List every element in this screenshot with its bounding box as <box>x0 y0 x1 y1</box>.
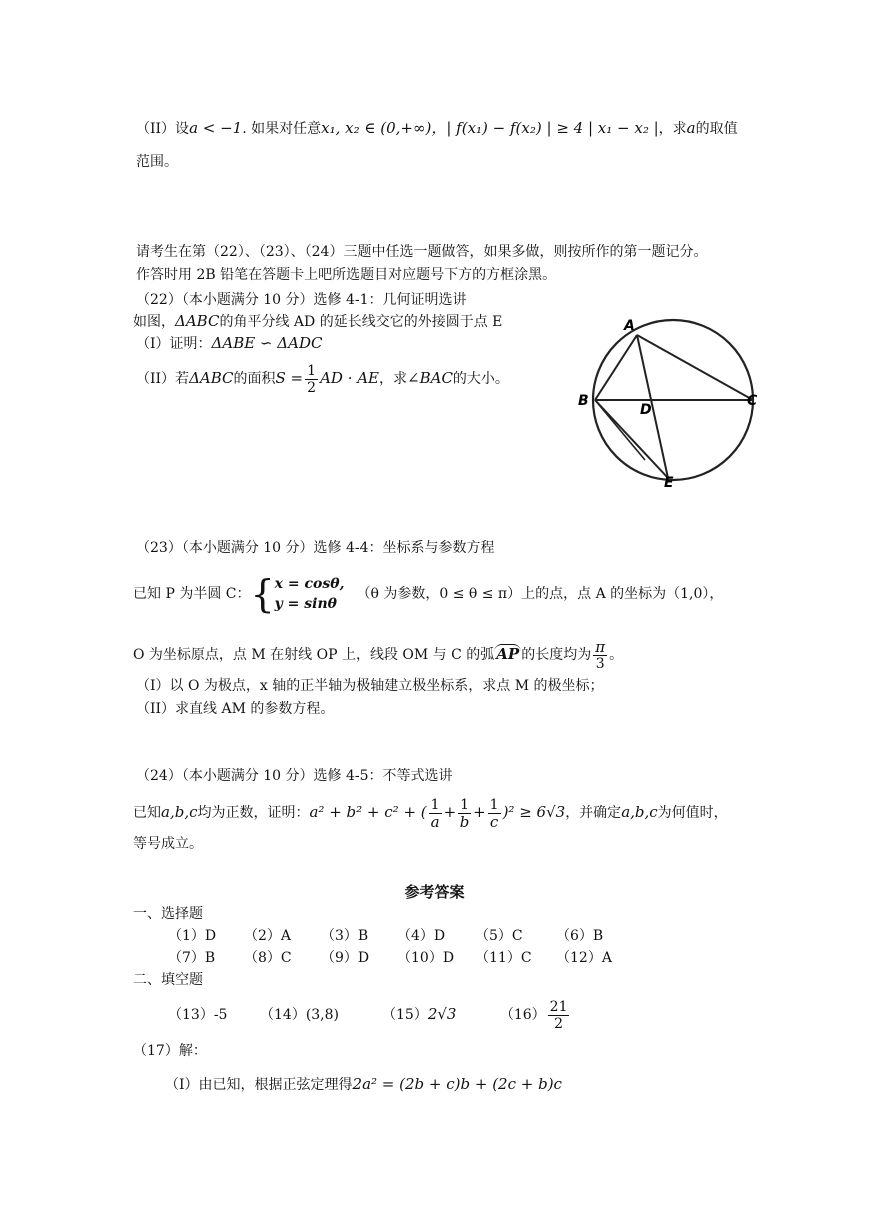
q22-part1: （I）证明：ΔABE ∽ ΔADC <box>136 334 323 352</box>
label-b: B <box>578 393 589 409</box>
choice-answer: （9）D <box>321 950 370 966</box>
q17-line1: （Ⅰ）由已知，根据正弦定理得2a² = (2b + c)b + (2c + b)c <box>165 1075 562 1093</box>
segment-be <box>595 400 668 478</box>
q24-line2: 等号成立。 <box>133 836 203 852</box>
frac-1-b: $\frac{1}{b}$ <box>459 796 470 831</box>
choice-answer: （3）B <box>321 928 369 944</box>
q23-line1: 已知 P 为半圆 C：{ x = cosθ, y = sinθ （θ 为参数，0 ≤ θ ≤ π）上的点，点 A 的坐标为（1,0）， <box>133 572 724 616</box>
fill-16-fraction: $\frac{21}{2}$ <box>549 998 568 1032</box>
fill-answers <box>168 996 571 1033</box>
system-brace: { <box>250 572 275 616</box>
choice-answer: （8）C <box>244 950 292 966</box>
q21-cond: a < −1 <box>189 119 243 137</box>
frac-1-c: $\frac{1}{c}$ <box>489 796 499 831</box>
q21-part2-line1: （II）设a < −1. 如果对任意x₁, x₂ ∈ (0,+∞)，| f(x₁) − f(x₂) | ≥ 4 | x₁ − x₂ |，求a的取值 <box>136 119 738 137</box>
section-choice: 一、选择题 <box>133 906 203 922</box>
choice-row-2 <box>168 948 612 968</box>
label-a: A <box>624 318 635 334</box>
circle-figure <box>570 310 770 490</box>
section-fill: 二、填空题 <box>133 972 203 988</box>
choice-answer: （12）A <box>556 950 612 966</box>
answers-title: 参考答案 <box>404 883 465 901</box>
choice-answer: （6）B <box>556 928 604 944</box>
q21-vars: x₁, x₂ ∈ (0,+∞) <box>321 119 432 137</box>
q21-ineq: ，| f(x₁) − f(x₂) | ≥ 4 | x₁ − x₂ | <box>431 119 659 137</box>
choice-row-1 <box>168 926 603 946</box>
arc-ap: AP <box>496 645 520 663</box>
choice-answer: （4）D <box>397 928 446 944</box>
q21-part2-line2: 范围。 <box>136 154 178 170</box>
q22-header: （22）（本小题满分 10 分）选修 4-1：几何证明选讲 <box>136 292 467 308</box>
fill-15-label: （15） <box>382 1007 428 1023</box>
fill-14: （14）(3,8) <box>260 1007 340 1023</box>
pi-over-3: $\frac{\pi}{3}$ <box>595 637 606 672</box>
label-e: E <box>664 475 674 490</box>
ineq-left: a² + b² + c² + ( <box>309 803 427 821</box>
q17-heading: （17）解： <box>133 1043 207 1059</box>
fill-15-value: 2√3 <box>427 1005 457 1023</box>
q23-header: （23）（本小题满分 10 分）选修 4-4：坐标系与参数方程 <box>136 540 495 556</box>
frac-1-a: $\frac{1}{a}$ <box>430 796 440 831</box>
fill-16-label: （16） <box>499 1007 546 1023</box>
q23-part2: （II）求直线 AM 的参数方程。 <box>136 701 335 717</box>
choice-answer: （11）C <box>475 950 532 966</box>
q22-half-fraction: $\frac{1}{2}$ <box>307 362 317 396</box>
choice-answer: （2）A <box>244 928 292 944</box>
q17-equation: 2a² = (2b + c)b + (2c + b)c <box>352 1075 562 1093</box>
parametric-system: x = cosθ, y = sinθ <box>274 576 345 612</box>
choice-answer: （1）D <box>168 928 217 944</box>
q22-part2: （II）若ΔABC的面积S = $\frac{1}{2}$ AD · AE，求∠BAC的大小。 <box>136 362 509 396</box>
label-c: C <box>747 393 758 409</box>
q24-line1: 已知a,b,c均为正数，证明：a² + b² + c² + ( $\frac{1}{a}$ + $\frac{1}{b}$ + $\frac{1}{c}$ )² ≥ 6√3，并确定a,b,c为何值时， <box>133 796 728 831</box>
segment-ac <box>637 335 753 400</box>
instructions-line2: 作答时用 2B 铅笔在答题卡上吧所选题目对应题号下方的方框涂黑。 <box>136 267 557 283</box>
instructions-line1: 请考生在第（22）、（23）、（24）三题中任选一题做答，如果多做，则按所作的第一题记分。 <box>136 244 708 260</box>
segment-bd-inner <box>595 400 645 460</box>
choice-answer: （5）C <box>475 928 523 944</box>
q23-line2: O 为坐标原点，点 M 在射线 OP 上，线段 OM 与 C 的弧 AP 的长度均为 $\frac{\pi}{3}$ 。 <box>133 637 624 672</box>
ineq-right: )² ≥ 6√3 <box>502 803 566 821</box>
choice-answer: （10）D <box>397 950 455 966</box>
q22-line1: 如图，ΔABC的角平分线 AD 的延长线交它的外接圆于点 E <box>133 312 503 330</box>
q23-part1: （I）以 O 为极点，x 轴的正半轴为极轴建立极坐标系，求点 M 的极坐标； <box>136 678 604 694</box>
q24-header: （24）（本小题满分 10 分）选修 4-5：不等式选讲 <box>136 768 453 784</box>
choice-answer: （7）B <box>168 950 216 966</box>
label-d: D <box>640 402 652 418</box>
fill-13: （13）-5 <box>168 1007 228 1023</box>
